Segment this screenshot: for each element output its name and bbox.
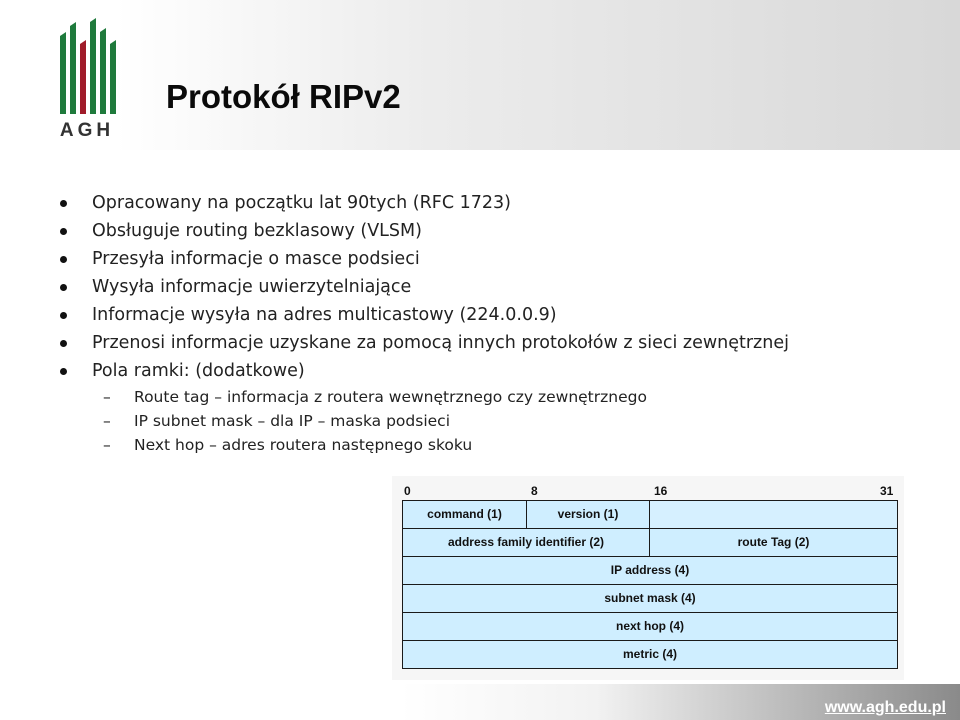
field-address-family: address family identifier (2) [402, 528, 650, 557]
field-metric: metric (4) [402, 640, 898, 669]
bullet-item [0, 245, 960, 273]
field-subnet-mask: subnet mask (4) [402, 584, 898, 613]
bullet-text: Wysyła informacje uwierzytelniające [92, 277, 412, 297]
bullet-text: Obsługuje routing bezklasowy (VLSM) [92, 221, 422, 241]
sub-bullet-item [0, 385, 960, 409]
bullet-item [0, 329, 960, 357]
logo-wordmark: AGH [59, 120, 115, 138]
field-route-tag: route Tag (2) [649, 528, 898, 557]
bit-label-0: 0 [404, 484, 411, 498]
dash-marker: – [103, 388, 111, 406]
bullet-item [0, 273, 960, 301]
bullet-list [0, 189, 960, 457]
bullet-dot [60, 284, 67, 291]
bullet-item [0, 217, 960, 245]
footer-url-link[interactable]: www.agh.edu.pl [824, 699, 946, 716]
field-unused [649, 500, 898, 529]
field-version: version (1) [526, 500, 650, 529]
sub-bullet-text: IP subnet mask – dla IP – maska podsieci [134, 412, 451, 430]
bullet-text: Przenosi informacje uzyskane za pomocą innych protokołów z sieci zewnętrznej [92, 333, 789, 353]
bullet-item [0, 301, 960, 329]
bit-label-8: 8 [531, 484, 538, 498]
sub-bullet-item [0, 409, 960, 433]
bullet-dot [60, 256, 67, 263]
logo-bars [60, 18, 116, 114]
field-command: command (1) [402, 500, 527, 529]
bullet-dot [60, 312, 67, 319]
bullet-item [0, 357, 960, 385]
slide-header [0, 0, 960, 150]
bullet-text: Pola ramki: (dodatkowe) [92, 361, 305, 381]
bullet-dot [60, 340, 67, 347]
bullet-text: Przesyła informacje o masce podsieci [92, 249, 420, 269]
bit-label-31: 31 [880, 484, 894, 498]
sub-bullet-text: Next hop – adres routera następnego skoku [134, 436, 473, 454]
bullet-dot [60, 228, 67, 235]
sub-bullet-item [0, 433, 960, 457]
field-ip-address: IP address (4) [402, 556, 898, 585]
bullet-item [0, 189, 960, 217]
bullet-dot [60, 200, 67, 207]
bullet-dot [60, 368, 67, 375]
sub-bullet-text: Route tag – informacja z routera wewnętrznego czy zewnętrznego [134, 388, 647, 406]
dash-marker: – [103, 412, 111, 430]
bit-label-16: 16 [654, 484, 668, 498]
bullet-text: Opracowany na początku lat 90tych (RFC 1723) [92, 193, 511, 213]
agh-logo [52, 14, 122, 138]
slide-title: Protokół RIPv2 [166, 78, 401, 115]
field-next-hop: next hop (4) [402, 612, 898, 641]
dash-marker: – [103, 436, 111, 454]
rip-packet-diagram [392, 476, 904, 680]
bullet-text: Informacje wysyła na adres multicastowy (224.0.0.9) [92, 305, 557, 325]
